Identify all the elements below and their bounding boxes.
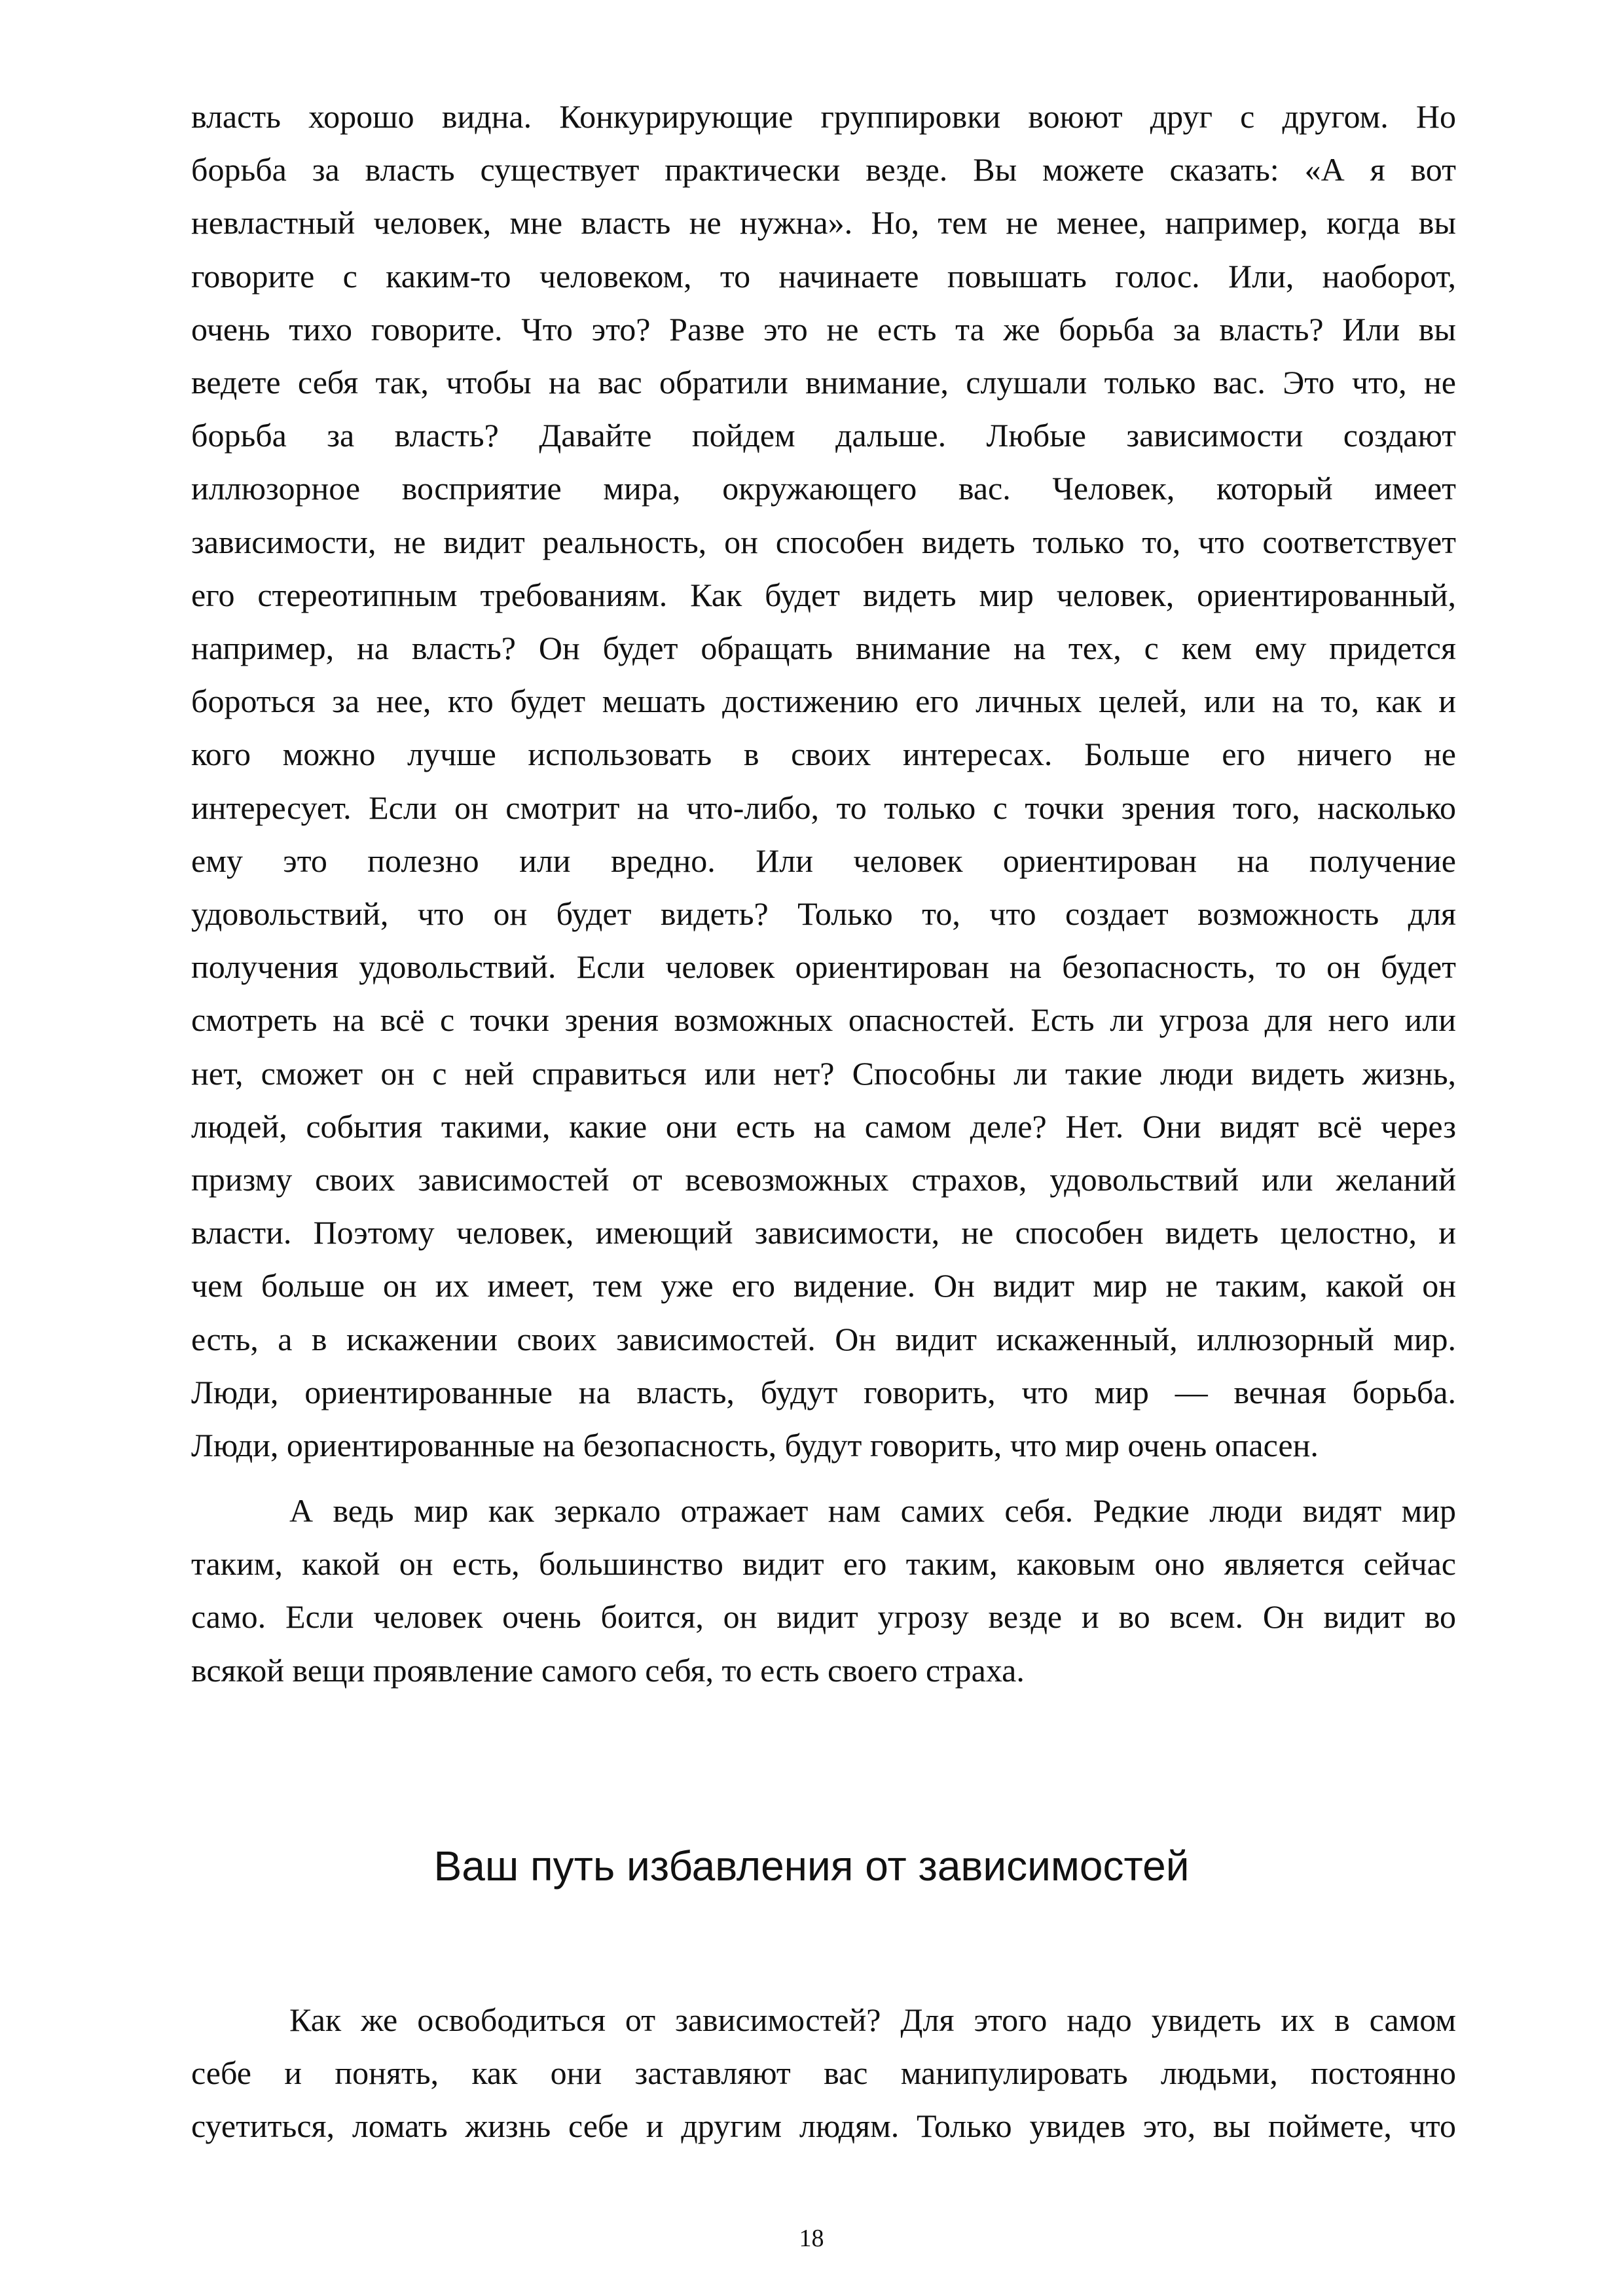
page-number: 18 <box>799 2225 824 2252</box>
text-line: например, на власть? Он будет обращать внимание на тех, с кем ему придется <box>191 630 1456 667</box>
text-line: борьба за власть существует практически везде. Вы можете сказать: «А я вот <box>191 151 1456 188</box>
paragraph-1 <box>191 90 1456 1472</box>
text-line: власть хорошо видна. Конкурирующие группировки воюют друг с другом. Но <box>191 98 1456 135</box>
text-line: кого можно лучше использовать в своих интересах. Больше его ничего не <box>191 736 1456 773</box>
text-line: нет, сможет он с ней справиться или нет? Способны ли такие люди видеть жизнь, <box>191 1054 1456 1092</box>
text-line: ему это полезно или вредно. Или человек ориентирован на получение <box>191 842 1456 879</box>
text-line: есть, а в искажении своих зависимостей. Он видит искаженный, иллюзорный мир. <box>191 1320 1456 1357</box>
text-line: Люди, ориентированные на безопасность, будут говорить, что мир очень опасен. <box>191 1427 1319 1464</box>
text-line: удовольствий, что он будет видеть? Только то, что создает возможность для <box>191 895 1456 933</box>
text-line: невластный человек, мне власть не нужна». Но, тем не менее, например, когда вы <box>191 204 1456 242</box>
text-line: власти. Поэтому человек, имеющий зависимости, не способен видеть целостно, и <box>191 1214 1456 1251</box>
text-line: интересует. Если он смотрит на что-либо, то только с точки зрения того, насколько <box>191 789 1456 826</box>
text-line: таким, какой он есть, большинство видит его таким, каковым оно является сейчас <box>191 1545 1456 1583</box>
text-line: людей, события такими, какие они есть на самом деле? Нет. Они видят всё через <box>191 1107 1456 1145</box>
text-line: А ведь мир как зеркало отражает нам самих себя. Редкие люди видят мир <box>289 1492 1456 1529</box>
text-line: зависимости, не видит реальность, он способен видеть только то, что соответствует <box>191 523 1456 560</box>
text-line: суетиться, ломать жизнь себе и другим людям. Только увидев это, вы поймете, что <box>191 2108 1456 2145</box>
text-line: Люди, ориентированные на власть, будут говорить, что мир — вечная борьба. <box>191 1373 1456 1410</box>
text-line: его стереотипным требованиям. Как будет видеть мир человек, ориентированный, <box>191 576 1456 613</box>
text-line: очень тихо говорите. Что это? Разве это не есть та же борьба за власть? Или вы <box>191 310 1456 348</box>
text-line: бороться за нее, кто будет мешать достижению его личных целей, или на то, как и <box>191 683 1456 720</box>
text-line: получения удовольствий. Если человек ориентирован на безопасность, то он будет <box>191 948 1456 986</box>
section-heading: Ваш путь избавления от зависимостей <box>433 1842 1190 1890</box>
text-line: борьба за власть? Давайте пойдем дальше. Любые зависимости создают <box>191 417 1456 454</box>
paragraph-3 <box>191 1994 1456 2153</box>
text-line: само. Если человек очень боится, он видит угрозу везде и во всем. Он видит во <box>191 1598 1456 1636</box>
text-line: смотреть на всё с точки зрения возможных опасностей. Есть ли угроза для него или <box>191 1001 1456 1039</box>
text-line: говорите с каким-то человеком, то начинаете повышать голос. Или, наоборот, <box>191 257 1456 295</box>
text-line: себе и понять, как они заставляют вас манипулировать людьми, постоянно <box>191 2054 1456 2092</box>
text-line: ведете себя так, чтобы на вас обратили внимание, слушали только вас. Это что, не <box>191 364 1456 401</box>
text-line: иллюзорное восприятие мира, окружающего вас. Человек, который имеет <box>191 470 1456 507</box>
text-line: Как же освободиться от зависимостей? Для этого надо увидеть их в самом <box>289 2001 1456 2038</box>
text-line: чем больше он их имеет, тем уже его видение. Он видит мир не таким, какой он <box>191 1267 1456 1304</box>
text-line: призму своих зависимостей от всевозможных страхов, удовольствий или желаний <box>191 1161 1456 1198</box>
paragraph-2 <box>191 1484 1456 1697</box>
text-line: всякой вещи проявление самого себя, то есть своего страха. <box>191 1651 1025 1689</box>
